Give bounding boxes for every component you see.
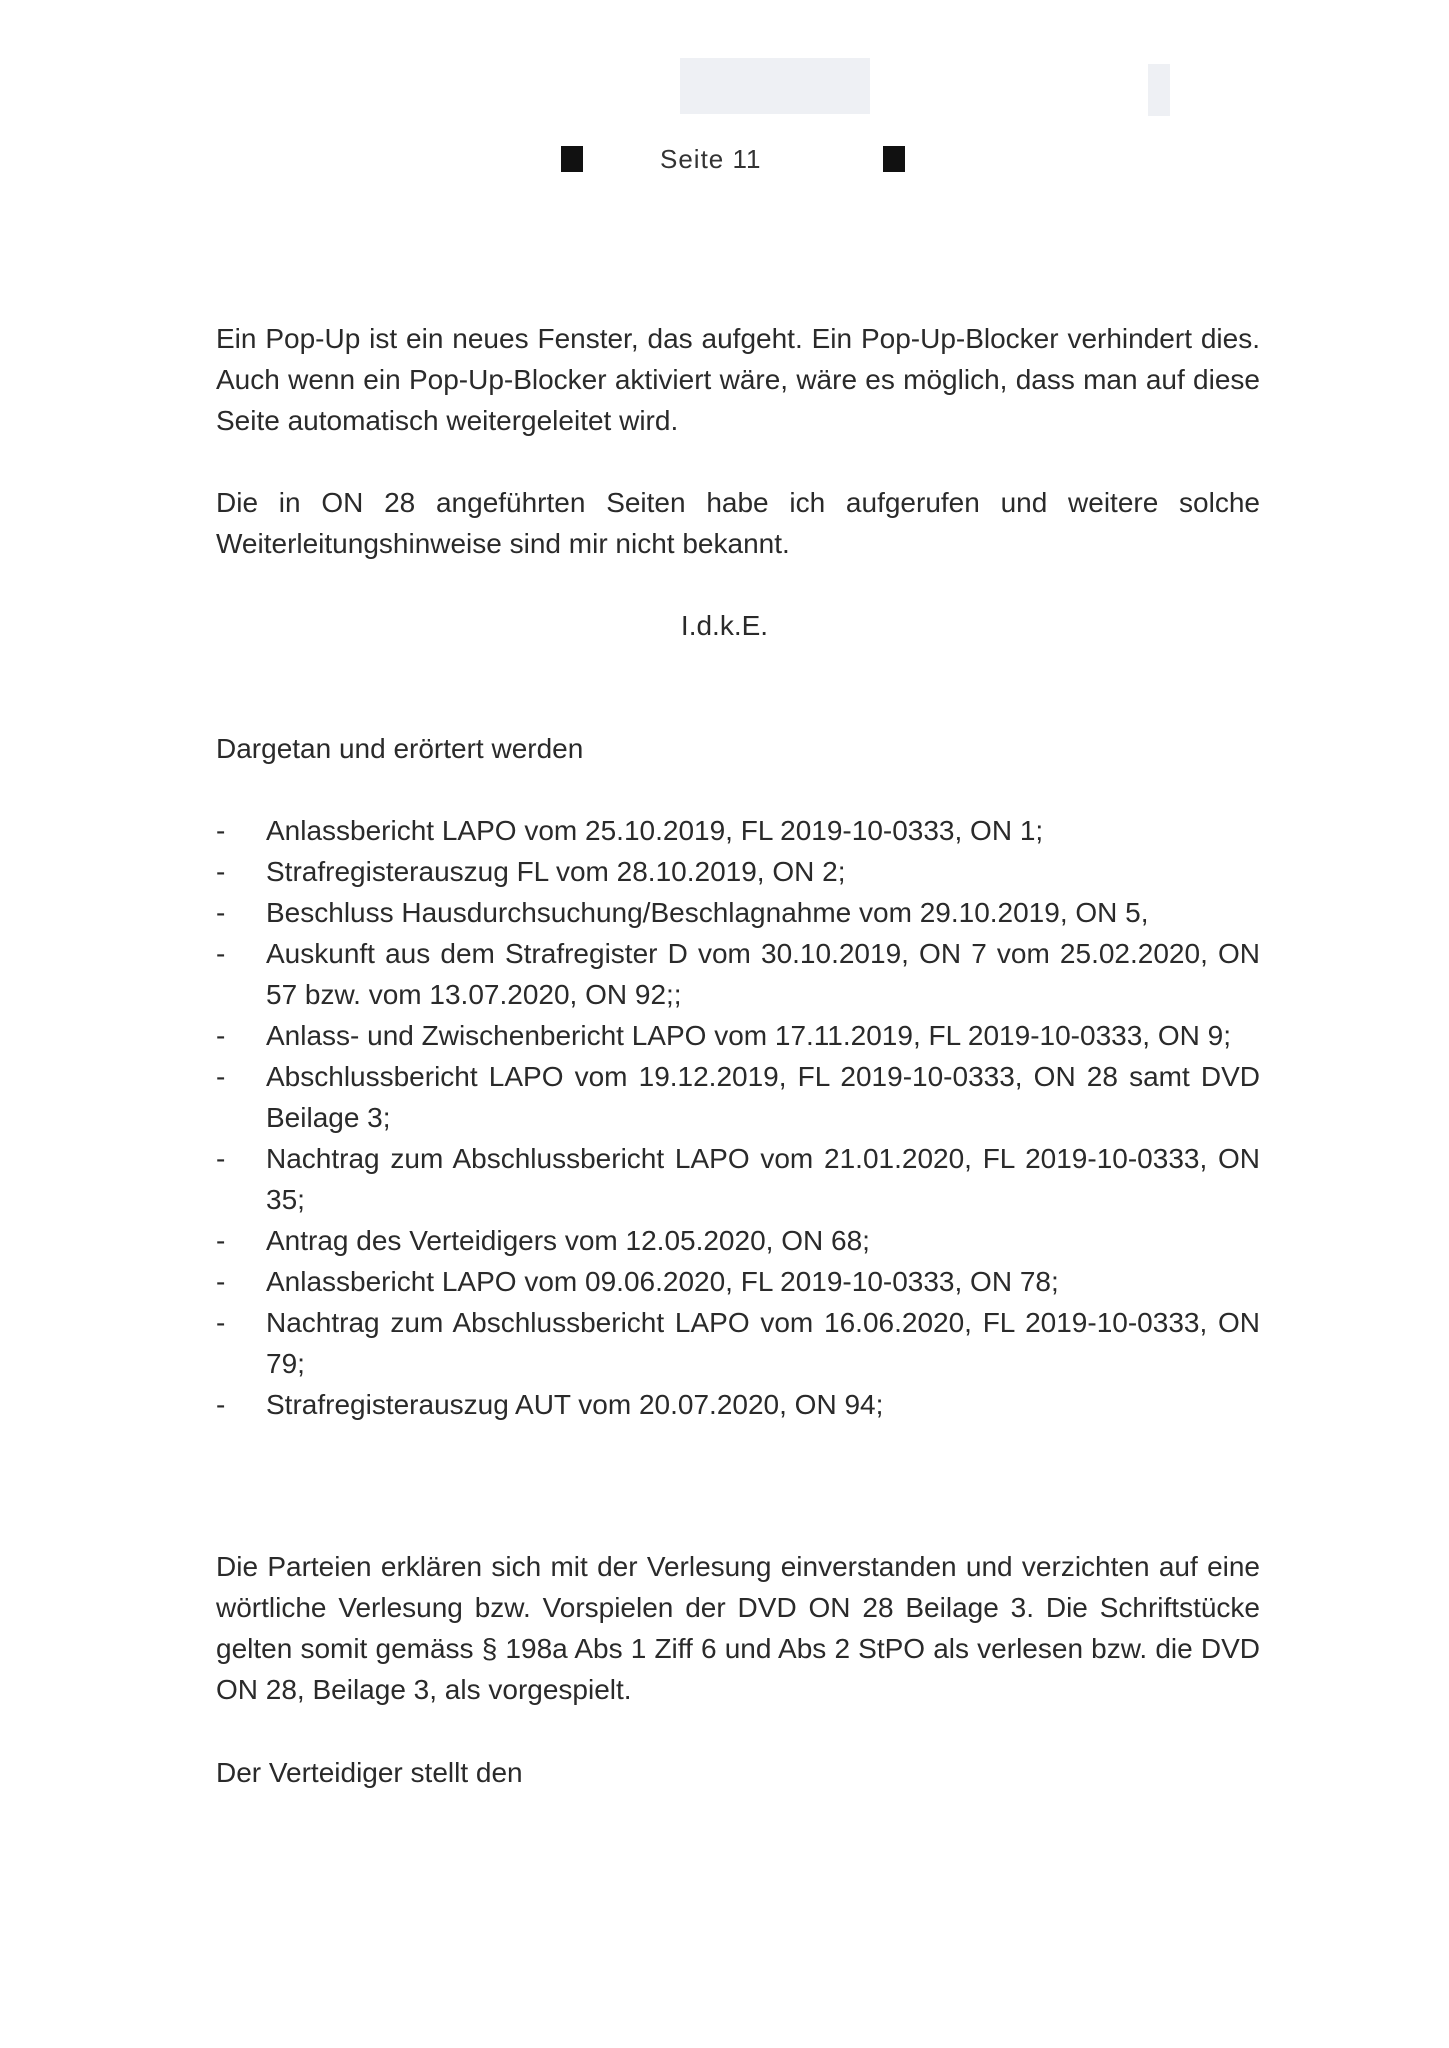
paragraph-dargetan: Dargetan und erörtert werden bbox=[216, 733, 584, 764]
list-item: - Abschlussbericht LAPO vom 19.12.2019, FL 2019-10-0333, ON 28 samt DVD Beilage 3; bbox=[216, 1056, 1260, 1138]
list-item: - Auskunft aus dem Strafregister D vom 30.10.2019, ON 7 vom 25.02.2020, ON 57 bzw. vom 13.07.2020, ON 92;; bbox=[216, 933, 1260, 1015]
document-list bbox=[216, 810, 1260, 1425]
list-item: - Nachtrag zum Abschlussbericht LAPO vom 16.06.2020, FL 2019-10-0333, ON 79; bbox=[216, 1302, 1260, 1384]
list-item: - Beschluss Hausdurchsuchung/Beschlagnahme vom 29.10.2019, ON 5, bbox=[216, 892, 1260, 933]
list-item: - Anlassbericht LAPO vom 25.10.2019, FL 2019-10-0333, ON 1; bbox=[216, 810, 1260, 851]
list-dash: - bbox=[216, 938, 226, 969]
paragraph-popup: Ein Pop-Up ist ein neues Fenster, das aufgeht. Ein Pop-Up-Blocker verhindert dies. Auch wenn ein Pop-Up-Blocker aktiviert wäre, wäre es möglich, dass man auf diese Seite automatisch weitergeleitet wird. bbox=[216, 323, 1260, 436]
list-dash: - bbox=[216, 1389, 226, 1420]
list-item: - Strafregisterauszug FL vom 28.10.2019, ON 2; bbox=[216, 851, 1260, 892]
page-header bbox=[0, 146, 1449, 186]
paragraph-verteidiger: Der Verteidiger stellt den bbox=[216, 1757, 523, 1788]
list-dash: - bbox=[216, 1143, 226, 1174]
list-dash: - bbox=[216, 1225, 226, 1256]
redaction-marker-right bbox=[883, 146, 905, 172]
paragraph-on28: Die in ON 28 angeführten Seiten habe ich aufgerufen und weitere solche Weiterleitungshinweise sind mir nicht bekannt. bbox=[216, 487, 1260, 559]
list-dash: - bbox=[216, 1061, 226, 1092]
redaction-smudge-right bbox=[1148, 64, 1170, 116]
list-item: - Anlassbericht LAPO vom 09.06.2020, FL 2019-10-0333, ON 78; bbox=[216, 1261, 1260, 1302]
list-item: - Anlass- und Zwischenbericht LAPO vom 17.11.2019, FL 2019-10-0333, ON 9; bbox=[216, 1015, 1260, 1056]
redaction-smudge bbox=[680, 58, 870, 114]
list-item: - Strafregisterauszug AUT vom 20.07.2020, ON 94; bbox=[216, 1384, 1260, 1425]
list-dash: - bbox=[216, 1307, 226, 1338]
redaction-marker-left bbox=[561, 146, 583, 172]
list-dash: - bbox=[216, 856, 226, 887]
page-number: Seite 11 bbox=[660, 144, 762, 174]
list-dash: - bbox=[216, 815, 226, 846]
list-item: - Nachtrag zum Abschlussbericht LAPO vom 21.01.2020, FL 2019-10-0333, ON 35; bbox=[216, 1138, 1260, 1220]
paragraph-idke: I.d.k.E. bbox=[680, 610, 769, 641]
list-dash: - bbox=[216, 1266, 226, 1297]
list-dash: - bbox=[216, 1020, 226, 1051]
list-item: - Antrag des Verteidigers vom 12.05.2020, ON 68; bbox=[216, 1220, 1260, 1261]
list-dash: - bbox=[216, 897, 226, 928]
paragraph-parteien: Die Parteien erklären sich mit der Verlesung einverstanden und verzichten auf eine wörtliche Verlesung bzw. Vorspielen der DVD ON 28 Beilage 3. Die Schriftstücke gelten somit gemäss § 198a Abs 1 Ziff 6 und Abs 2 StPO als verlesen bzw. die DVD ON 28, Beilage 3, als vorgespielt. bbox=[216, 1551, 1260, 1705]
